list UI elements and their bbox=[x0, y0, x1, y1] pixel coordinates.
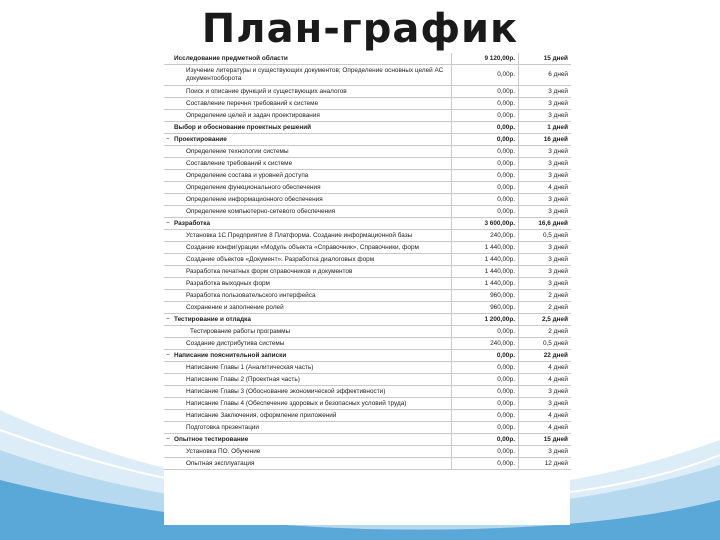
row-name: Разработка печатных форм справочников и документов bbox=[186, 268, 353, 275]
task-row bbox=[164, 410, 571, 422]
row-name: Опытная эксплуатация bbox=[186, 460, 255, 467]
collapse-toggle-icon[interactable]: − bbox=[166, 220, 170, 227]
slide-title: План-график bbox=[201, 6, 519, 52]
row-name-cell bbox=[164, 122, 452, 134]
row-duration: 3 дней bbox=[519, 254, 572, 266]
task-row bbox=[164, 302, 571, 314]
row-duration: 15 дней bbox=[519, 434, 572, 446]
row-duration: 4 дней bbox=[519, 374, 572, 386]
row-duration: 4 дней bbox=[519, 182, 572, 194]
row-duration: 1 дней bbox=[519, 122, 572, 134]
row-duration: 2,5 дней bbox=[519, 314, 572, 326]
row-cost: 0,00р. bbox=[452, 86, 519, 98]
row-name: Определение целей и задач проектирования bbox=[186, 112, 320, 119]
row-duration: 0,5 дней bbox=[519, 230, 572, 242]
task-row bbox=[164, 458, 571, 470]
row-name-cell bbox=[164, 170, 452, 182]
row-name: Создание объектов «Документ». Разработка диалоговых форм bbox=[186, 256, 375, 263]
row-name-cell bbox=[164, 134, 452, 146]
row-cost: 240,00р. bbox=[452, 338, 519, 350]
task-row bbox=[164, 446, 571, 458]
row-name-cell bbox=[164, 314, 452, 326]
row-name-cell bbox=[164, 290, 452, 302]
row-name-cell bbox=[164, 206, 452, 218]
task-row bbox=[164, 362, 571, 374]
row-name: Подготовка презентации bbox=[186, 424, 259, 431]
row-duration: 2 дней bbox=[519, 302, 572, 314]
row-name-cell bbox=[164, 374, 452, 386]
row-name-cell bbox=[164, 458, 452, 470]
row-name-cell bbox=[164, 194, 452, 206]
row-name: Сохранение и заполнение ролей bbox=[186, 304, 284, 311]
row-duration: 3 дней bbox=[519, 86, 572, 98]
row-name: Исследование предметной области bbox=[174, 55, 288, 62]
task-row bbox=[164, 170, 571, 182]
row-name-cell bbox=[164, 338, 452, 350]
row-cost: 1 440,00р. bbox=[452, 266, 519, 278]
row-name: Написание Главы 3 (Обоснование экономической эффективности) bbox=[186, 388, 386, 395]
row-duration: 12 дней bbox=[519, 458, 572, 470]
row-cost: 9 120,00р. bbox=[452, 53, 519, 65]
row-name: Установка ПО. Обучение bbox=[186, 448, 261, 455]
phase-row bbox=[164, 53, 571, 65]
row-name: Разработка выходных форм bbox=[186, 280, 270, 287]
phase-row bbox=[164, 314, 571, 326]
row-name-cell bbox=[164, 182, 452, 194]
row-duration: 2 дней bbox=[519, 290, 572, 302]
row-name-cell bbox=[164, 350, 452, 362]
row-duration: 16,6 дней bbox=[519, 218, 572, 230]
row-cost: 240,00р. bbox=[452, 230, 519, 242]
row-name-cell bbox=[164, 362, 452, 374]
task-row bbox=[164, 326, 571, 338]
row-duration: 0,5 дней bbox=[519, 338, 572, 350]
task-row bbox=[164, 266, 571, 278]
row-name: Разработка bbox=[174, 220, 211, 227]
row-cost: 0,00р. bbox=[452, 422, 519, 434]
row-cost: 0,00р. bbox=[452, 98, 519, 110]
phase-row bbox=[164, 122, 571, 134]
row-cost: 0,00р. bbox=[452, 386, 519, 398]
row-duration: 3 дней bbox=[519, 398, 572, 410]
row-duration: 3 дней bbox=[519, 146, 572, 158]
row-name: Создание дистрибутива системы bbox=[186, 340, 285, 347]
row-name: Создание конфигурации «Модуль объекта «Справочник», Справочники, форм bbox=[186, 244, 419, 251]
row-name-cell bbox=[164, 410, 452, 422]
row-cost: 0,00р. bbox=[452, 362, 519, 374]
row-duration: 3 дней bbox=[519, 242, 572, 254]
task-row bbox=[164, 65, 571, 86]
row-name-cell bbox=[164, 422, 452, 434]
phase-row bbox=[164, 434, 571, 446]
row-name-cell bbox=[164, 230, 452, 242]
row-cost: 0,00р. bbox=[452, 110, 519, 122]
row-cost: 0,00р. bbox=[452, 410, 519, 422]
task-row bbox=[164, 386, 571, 398]
row-name-cell bbox=[164, 446, 452, 458]
collapse-toggle-icon[interactable]: − bbox=[166, 316, 170, 323]
row-cost: 960,00р. bbox=[452, 302, 519, 314]
row-name: Определение функционального обеспечения bbox=[186, 184, 321, 191]
row-name-cell bbox=[164, 218, 452, 230]
row-name: Составление перечня требований к системе bbox=[186, 100, 319, 107]
collapse-toggle-icon[interactable]: − bbox=[166, 136, 170, 143]
row-cost: 0,00р. bbox=[452, 122, 519, 134]
row-name-cell bbox=[164, 242, 452, 254]
task-row bbox=[164, 278, 571, 290]
row-duration: 16 дней bbox=[519, 134, 572, 146]
row-duration: 3 дней bbox=[519, 446, 572, 458]
phase-row bbox=[164, 134, 571, 146]
row-cost: 960,00р. bbox=[452, 290, 519, 302]
row-name-cell bbox=[164, 53, 452, 65]
collapse-toggle-icon[interactable]: − bbox=[166, 436, 170, 443]
row-name: Определение технологии системы bbox=[186, 148, 289, 155]
row-name: Определение компьютерно-сетевого обеспечения bbox=[186, 208, 336, 215]
row-cost: 0,00р. bbox=[452, 146, 519, 158]
row-cost: 0,00р. bbox=[452, 170, 519, 182]
row-name: Поиск и описание функций и существующих аналогов bbox=[186, 88, 347, 95]
task-row bbox=[164, 230, 571, 242]
task-row bbox=[164, 194, 571, 206]
task-row bbox=[164, 206, 571, 218]
row-duration: 3 дней bbox=[519, 278, 572, 290]
phase-row bbox=[164, 218, 571, 230]
row-cost: 0,00р. bbox=[452, 350, 519, 362]
task-row bbox=[164, 242, 571, 254]
row-duration: 4 дней bbox=[519, 410, 572, 422]
row-name-cell bbox=[164, 278, 452, 290]
row-duration: 3 дней bbox=[519, 266, 572, 278]
row-cost: 0,00р. bbox=[452, 194, 519, 206]
row-name-cell bbox=[164, 386, 452, 398]
row-name-cell bbox=[164, 398, 452, 410]
row-duration: 3 дней bbox=[519, 110, 572, 122]
row-duration: 3 дней bbox=[519, 206, 572, 218]
row-cost: 0,00р. bbox=[452, 65, 519, 86]
task-row bbox=[164, 374, 571, 386]
schedule-table-body bbox=[164, 53, 571, 470]
row-name-cell bbox=[164, 98, 452, 110]
row-name-cell bbox=[164, 110, 452, 122]
row-cost: 0,00р. bbox=[452, 374, 519, 386]
row-name: Разработка пользовательского интерфейса bbox=[186, 292, 316, 299]
row-name-cell bbox=[164, 434, 452, 446]
row-name: Изучение литературы и существующих документов; Определение основных целей АС документооборота bbox=[186, 67, 444, 82]
row-duration: 3 дней bbox=[519, 194, 572, 206]
row-name-cell bbox=[164, 86, 452, 98]
row-cost: 3 600,00р. bbox=[452, 218, 519, 230]
row-name: Тестирование и отладка bbox=[174, 316, 251, 323]
row-duration: 22 дней bbox=[519, 350, 572, 362]
row-cost: 0,00р. bbox=[452, 134, 519, 146]
row-name-cell bbox=[164, 65, 452, 86]
row-name: Написание Главы 1 (Аналитическая часть) bbox=[186, 364, 314, 371]
schedule-table bbox=[164, 53, 571, 470]
phase-row bbox=[164, 350, 571, 362]
row-duration: 4 дней bbox=[519, 362, 572, 374]
task-row bbox=[164, 422, 571, 434]
row-name: Написание Заключения, оформление приложений bbox=[186, 412, 337, 419]
row-duration: 4 дней bbox=[519, 422, 572, 434]
row-cost: 0,00р. bbox=[452, 434, 519, 446]
schedule-table-container bbox=[164, 53, 570, 525]
row-name: Выбор и обоснование проектных решений bbox=[174, 124, 312, 131]
row-duration: 15 дней bbox=[519, 53, 572, 65]
row-name: Написание Главы 2 (Проектная часть) bbox=[186, 376, 300, 383]
row-cost: 0,00р. bbox=[452, 458, 519, 470]
task-row bbox=[164, 398, 571, 410]
row-name: Опытное тестирование bbox=[174, 436, 249, 443]
row-name: Проектирование bbox=[174, 136, 227, 143]
row-cost: 0,00р. bbox=[452, 182, 519, 194]
row-name: Определение состава и уровней доступа bbox=[186, 172, 309, 179]
row-cost: 0,00р. bbox=[452, 206, 519, 218]
row-cost: 1 440,00р. bbox=[452, 254, 519, 266]
row-duration: 6 дней bbox=[519, 65, 572, 86]
task-row bbox=[164, 254, 571, 266]
task-row bbox=[164, 338, 571, 350]
row-duration: 3 дней bbox=[519, 386, 572, 398]
row-cost: 1 200,00р. bbox=[452, 314, 519, 326]
row-duration: 3 дней bbox=[519, 170, 572, 182]
row-name: Написание пояснительной записки bbox=[174, 352, 287, 359]
row-name: Написание Главы 4 (Обеспечение здоровых и безопасных условий труда) bbox=[186, 400, 407, 407]
row-name-cell bbox=[164, 158, 452, 170]
row-cost: 1 440,00р. bbox=[452, 278, 519, 290]
row-name: Установка 1С Предприятие 8 Платформа. Создание информационной базы bbox=[186, 232, 413, 239]
row-name-cell bbox=[164, 302, 452, 314]
row-cost: 0,00р. bbox=[452, 326, 519, 338]
row-name-cell bbox=[164, 254, 452, 266]
row-name-cell bbox=[164, 326, 452, 338]
row-cost: 0,00р. bbox=[452, 446, 519, 458]
row-cost: 0,00р. bbox=[452, 158, 519, 170]
task-row bbox=[164, 110, 571, 122]
task-row bbox=[164, 98, 571, 110]
row-name-cell bbox=[164, 146, 452, 158]
row-duration: 3 дней bbox=[519, 158, 572, 170]
row-name: Определение информационного обеспечения bbox=[186, 196, 323, 203]
task-row bbox=[164, 182, 571, 194]
task-row bbox=[164, 86, 571, 98]
row-name: Тестирование работы программы bbox=[190, 328, 291, 335]
task-row bbox=[164, 290, 571, 302]
collapse-toggle-icon[interactable]: − bbox=[166, 352, 170, 359]
row-name-cell bbox=[164, 266, 452, 278]
row-cost: 1 440,00р. bbox=[452, 242, 519, 254]
task-row bbox=[164, 146, 571, 158]
row-name: Составление требований к системе bbox=[186, 160, 293, 167]
row-duration: 3 дней bbox=[519, 98, 572, 110]
row-cost: 0,00р. bbox=[452, 398, 519, 410]
task-row bbox=[164, 158, 571, 170]
row-duration: 2 дней bbox=[519, 326, 572, 338]
